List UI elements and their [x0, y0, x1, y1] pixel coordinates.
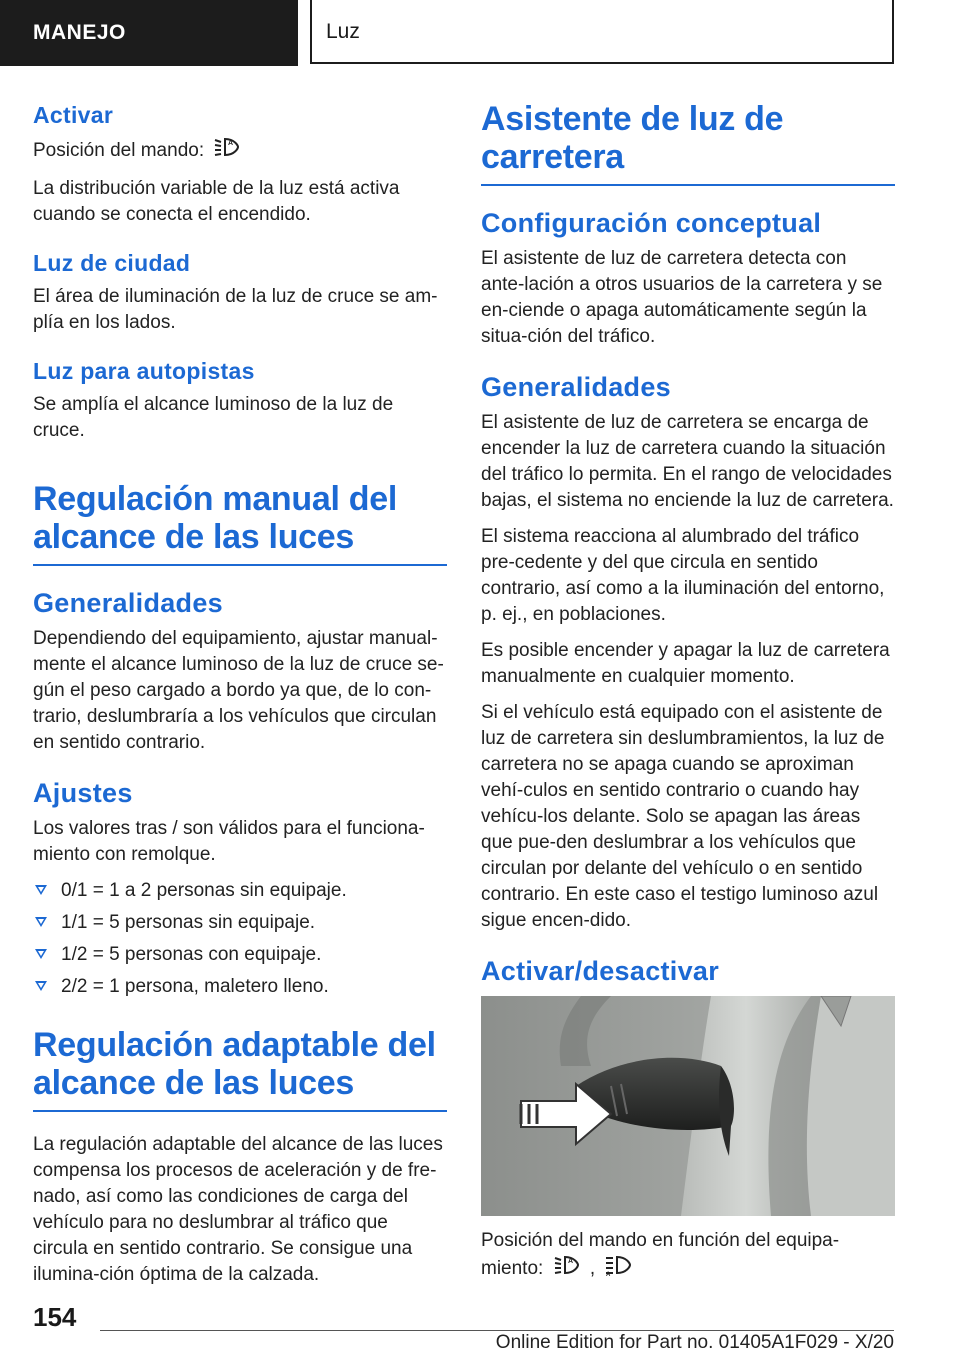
- caption-text: miento:: [481, 1258, 544, 1280]
- ajustes-paragraph: Los valores tras / son válidos para el funciona‐miento con remolque.: [33, 818, 425, 865]
- auto-light-icon: [213, 136, 241, 166]
- ciudad-paragraph: El área de iluminación de la luz de cruce se am‐plía en los lados.: [33, 286, 438, 333]
- bullet-triangle-icon: [35, 949, 47, 959]
- activar-position-text: Posición del mando:: [33, 140, 205, 162]
- heading-asistente-luz-carretera: Asistente de luz de carretera: [481, 100, 895, 186]
- heading-regulacion-adaptable: Regulación adaptable del alcance de las luces: [33, 1026, 447, 1112]
- heading-ajustes: Ajustes: [33, 778, 133, 808]
- left-column: [33, 100, 447, 1298]
- heading-configuracion-conceptual: Configuración conceptual: [481, 208, 822, 238]
- list-item: [33, 910, 447, 936]
- list-item: [33, 942, 447, 968]
- auto-light-icon: [553, 1254, 581, 1284]
- list-item-text: 0/1 = 1 a 2 personas sin equipaje.: [61, 880, 347, 901]
- caption-line-2: [481, 1254, 895, 1284]
- generalidades-paragraph-4: Si el vehículo está equipado con el asistente de luz de carretera sin deslumbramientos, la luz de carretera no se apaga cuando se aproximan vehí‐culos en sentido contrario o cuando hay vehícu‐los delante. Solo se apagan las áreas que pue‐den deslumbrar a los vehículos que circulan por delante del vehículo o en sentido contrario. En este caso el testigo luminoso azul sigue encen‐dido.: [481, 702, 885, 931]
- heading-generalidades-right: Generalidades: [481, 372, 671, 402]
- heading-activar-desactivar: Activar/desactivar: [481, 956, 720, 986]
- generalidades-paragraph-left: Dependiendo del equipamiento, ajustar manual‐mente el alcance luminoso de la luz de cruce se‐gún el peso cargado a bordo ya que, de lo con‐trario, deslumbraría a los vehículos que circulan en sentido contrario.: [33, 628, 444, 753]
- edition-note: Online Edition for Part no. 01405A1F029 - X/20: [495, 1332, 894, 1353]
- list-item-text: 1/2 = 5 personas con equipaje.: [61, 944, 322, 965]
- list-item-text: 2/2 = 1 persona, maletero lleno.: [61, 976, 329, 997]
- heading-activar: Activar: [33, 102, 114, 128]
- autopista-paragraph: Se amplía el alcance luminoso de la luz de cruce.: [33, 394, 394, 441]
- list-item-text: 1/1 = 5 personas sin equipaje.: [61, 912, 316, 933]
- generalidades-paragraph-2: El sistema reacciona al alumbrado del tráfico pre‐cedente y del que circula en sentido contrario, así como a la iluminación del entorno, p. ej., en poblaciones.: [481, 526, 885, 625]
- bullet-triangle-icon: [35, 981, 47, 991]
- footer-divider: [100, 1330, 894, 1331]
- page-header: [0, 0, 960, 66]
- adaptable-paragraph: La regulación adaptable del alcance de las luces compensa los procesos de aceleración y de fre‐nado, así como las condiciones de carga del vehículo para no deslumbrar al tráfico que circula en sentido contrario. Se consigue una ilumina‐ción óptima de la calzada.: [33, 1134, 443, 1285]
- right-column: [481, 100, 895, 1294]
- heading-luz-ciudad: Luz de ciudad: [33, 250, 191, 276]
- light-stalk-photo: [481, 996, 895, 1216]
- activar-paragraph: La distribución variable de la luz está activa cuando se conecta el encendido.: [33, 178, 400, 225]
- list-item: [33, 974, 447, 1000]
- svg-text:A: A: [606, 1272, 611, 1276]
- page-footer: [0, 1290, 960, 1362]
- caption-line-1: Posición del mando en función del equipa‐: [481, 1230, 840, 1251]
- heading-regulacion-manual: Regulación manual del alcance de las luces: [33, 480, 447, 566]
- bullet-triangle-icon: [35, 885, 47, 895]
- ajustes-list: [33, 878, 447, 1000]
- chapter-title: Luz: [310, 0, 894, 64]
- svg-text:A: A: [228, 140, 234, 147]
- high-beam-assist-icon: [604, 1254, 632, 1284]
- generalidades-paragraph-3: Es posible encender y apagar la luz de carretera manualmente en cualquier momento.: [481, 640, 890, 687]
- page-number: 154: [33, 1302, 77, 1332]
- section-tab: MANEJO: [0, 0, 298, 66]
- activar-position-line: [33, 136, 447, 166]
- svg-text:A: A: [567, 1258, 573, 1265]
- heading-luz-autopistas: Luz para autopistas: [33, 358, 255, 384]
- bullet-triangle-icon: [35, 917, 47, 927]
- caption-separator: ,: [589, 1258, 596, 1280]
- heading-generalidades-left: Generalidades: [33, 588, 223, 618]
- generalidades-paragraph-1: El asistente de luz de carretera se encarga de encender la luz de carretera cuando la situación del tráfico lo permita. En el rango de velocidades bajas, el sistema no enciende la luz de carretera.: [481, 412, 894, 511]
- list-item: [33, 878, 447, 904]
- config-paragraph: El asistente de luz de carretera detecta con ante‐lación a otros usuarios de la carretera y se en‐ciende o apaga automáticamente según la situa‐ción del tráfico.: [481, 248, 883, 347]
